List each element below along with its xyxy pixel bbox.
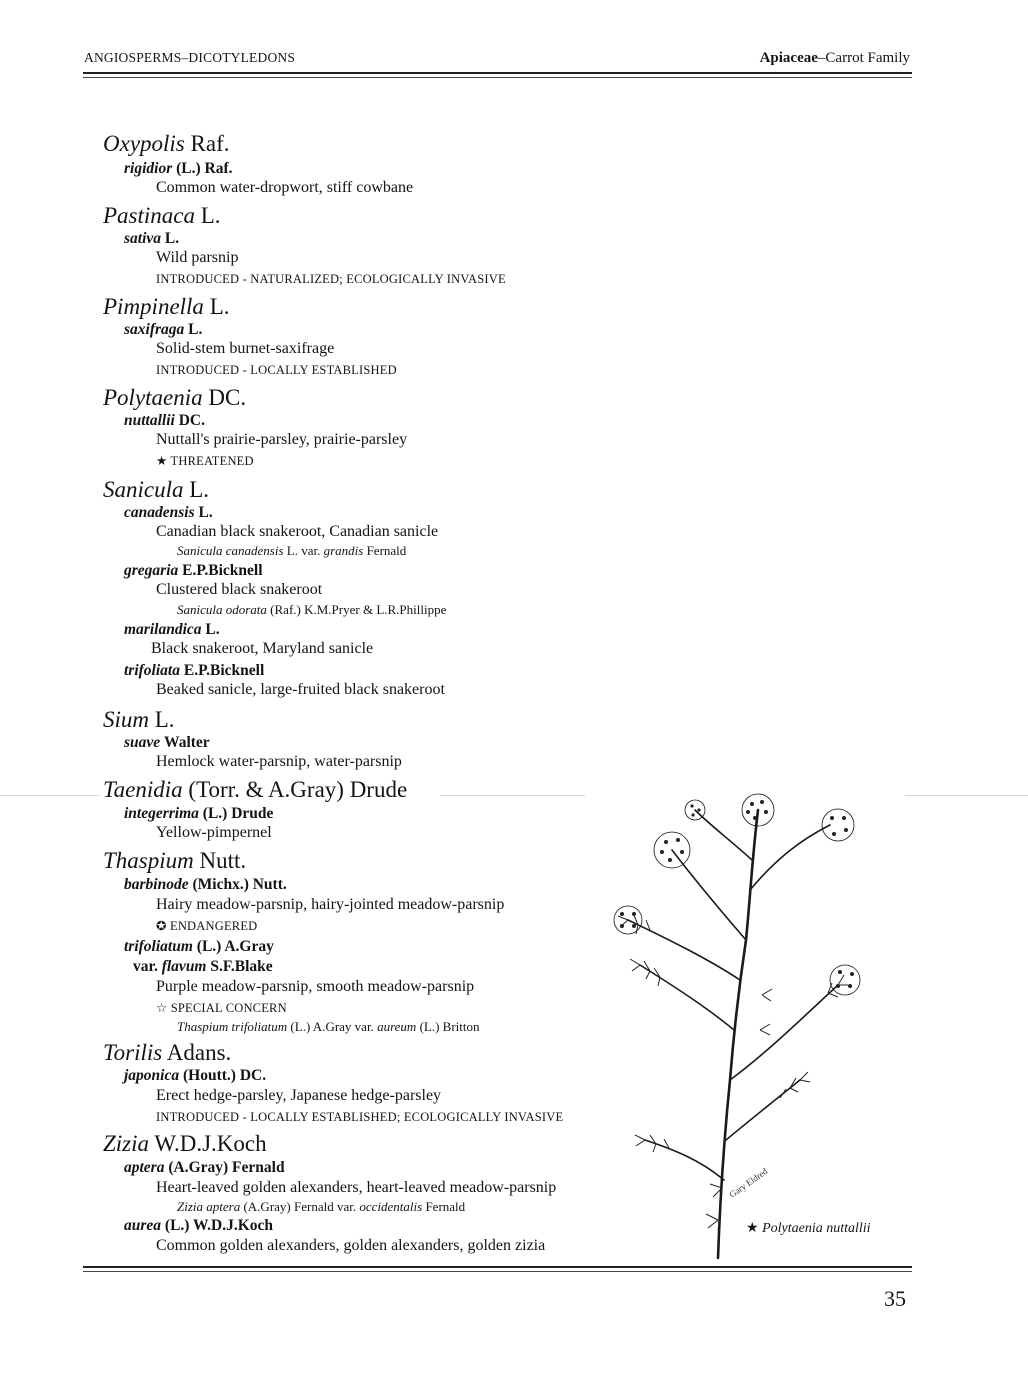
status-label: ☆ SPECIAL CONCERN	[156, 1001, 287, 1015]
common-name: Beaked sanicle, large-fruited black snakeroot	[156, 681, 445, 698]
common-name: Hemlock water-parsnip, water-parsnip	[156, 753, 402, 770]
family-name: Apiaceae	[759, 50, 818, 66]
header-rule-thin	[83, 77, 912, 78]
footer-rule-thin	[83, 1271, 912, 1272]
running-header-right	[760, 50, 910, 67]
common-name: Nuttall's prairie-parsley, prairie-parsley	[156, 431, 408, 448]
species-entry: sativa L.	[124, 230, 180, 247]
illustration-caption: ★ Polytaenia nuttallii	[746, 1221, 871, 1236]
species-entry: trifoliata E.P.Bicknell	[124, 662, 265, 679]
common-name: Solid-stem burnet-saxifrage	[156, 340, 335, 357]
common-name: Common water-dropwort, stiff cowbane	[156, 179, 414, 196]
species-entry: trifoliatum (L.) A.Gray	[124, 938, 274, 955]
species-entry: barbinode (Michx.) Nutt.	[124, 876, 287, 893]
header-rule	[83, 72, 912, 74]
common-name: Hairy meadow-parsnip, hairy-jointed meadow-parsnip	[156, 896, 505, 913]
species-entry: nuttallii DC.	[124, 412, 205, 429]
variety-entry: var. flavum S.F.Blake	[133, 958, 273, 975]
genus-heading: Zizia W.D.J.Koch	[103, 1131, 267, 1156]
status-label: ★ THREATENED	[156, 454, 254, 468]
synonym: Sanicula odorata (Raf.) K.M.Pryer & L.R.Phillippe	[177, 602, 447, 617]
species-entry: aptera (A.Gray) Fernald	[124, 1159, 285, 1176]
synonym: Sanicula canadensis L. var. grandis Fernald	[177, 543, 407, 558]
common-name: Black snakeroot, Maryland sanicle	[151, 640, 374, 657]
species-entry: canadensis L.	[124, 504, 213, 521]
artist-signature: Gary Eldred	[727, 1166, 770, 1200]
status-label: INTRODUCED - NATURALIZED; ECOLOGICALLY INVASIVE	[156, 272, 506, 286]
common-name: Common golden alexanders, golden alexanders, golden zizia	[156, 1237, 546, 1254]
species-entry: japonica (Houtt.) DC.	[124, 1067, 267, 1084]
species-entry: marilandica L.	[124, 621, 220, 638]
genus-heading: Torilis Adans.	[103, 1040, 232, 1065]
common-name: Yellow-pimpernel	[156, 824, 272, 841]
species-entry: integerrima (L.) Drude	[124, 805, 274, 822]
common-name: Purple meadow-parsnip, smooth meadow-parsnip	[156, 978, 475, 995]
family-common-name: –Carrot Family	[817, 50, 910, 66]
common-name: Erect hedge-parsley, Japanese hedge-parsley	[156, 1087, 442, 1104]
genus-heading: Taenidia (Torr. & A.Gray) Drude	[103, 777, 408, 802]
synonym: Zizia aptera (A.Gray) Fernald var. occidentalis Fernald	[177, 1199, 466, 1214]
plant-illustration	[600, 780, 900, 1260]
genus-heading: Sium L.	[103, 707, 175, 732]
common-name: Heart-leaved golden alexanders, heart-leaved meadow-parsnip	[156, 1179, 557, 1196]
running-header-left: ANGIOSPERMS–DICOTYLEDONS	[84, 50, 296, 65]
genus-heading: Oxypolis Raf.	[103, 131, 230, 156]
species-entry: saxifraga L.	[124, 321, 203, 338]
scan-line-mid	[440, 795, 585, 796]
common-name: Wild parsnip	[156, 249, 239, 266]
species-entry: suave Walter	[124, 734, 210, 751]
scan-line-left	[0, 795, 100, 796]
status-label: ✪ ENDANGERED	[156, 919, 258, 933]
common-name: Clustered black snakeroot	[156, 581, 323, 598]
genus-heading: Pastinaca L.	[103, 203, 221, 228]
genus-heading: Polytaenia DC.	[103, 385, 247, 410]
page-number: 35	[884, 1286, 906, 1311]
species-entry: rigidior (L.) Raf.	[124, 160, 233, 177]
status-label: INTRODUCED - LOCALLY ESTABLISHED	[156, 363, 397, 377]
footer-rule	[83, 1266, 912, 1268]
scan-line-right	[905, 795, 1028, 796]
star-icon: ★	[746, 1221, 759, 1236]
genus-heading: Pimpinella L.	[103, 294, 230, 319]
status-label: INTRODUCED - LOCALLY ESTABLISHED; ECOLOGICALLY INVASIVE	[156, 1110, 564, 1124]
species-entry: aurea (L.) W.D.J.Koch	[124, 1217, 274, 1234]
common-name: Canadian black snakeroot, Canadian sanicle	[156, 523, 439, 540]
genus-heading: Thaspium Nutt.	[103, 848, 247, 873]
species-entry: gregaria E.P.Bicknell	[124, 562, 263, 579]
genus-heading: Sanicula L.	[103, 477, 210, 502]
synonym: Thaspium trifoliatum (L.) A.Gray var. aureum (L.) Britton	[177, 1019, 480, 1034]
